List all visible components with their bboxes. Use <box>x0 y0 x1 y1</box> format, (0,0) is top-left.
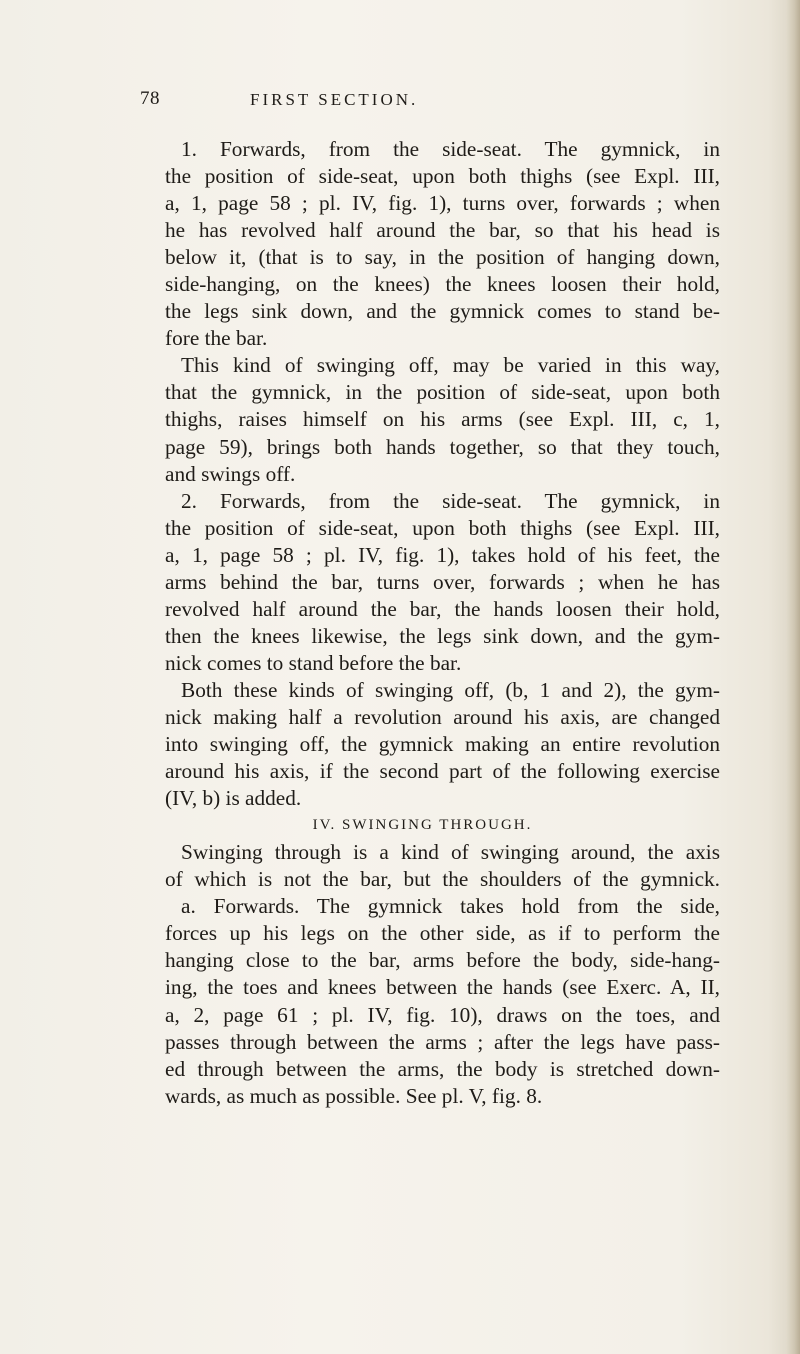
text-line: that the gymnick, in the position of side-seat, upon both <box>165 380 720 405</box>
text-line: thighs, raises himself on his arms (see Expl. III, c, 1, <box>165 407 720 432</box>
text-line: nick making half a revolution around his axis, are changed <box>165 704 720 729</box>
text-line: wards, as much as possible. See pl. V, fig. 8. <box>165 1083 543 1108</box>
page-header <box>140 88 720 118</box>
text-line: a. Forwards. The gymnick takes hold from the side, <box>181 894 720 919</box>
text-line: revolved half around the bar, the hands loosen their hold, <box>165 596 720 621</box>
text-line: 1. Forwards, from the side-seat. The gymnick, in <box>181 137 720 161</box>
text-line: a, 1, page 58 ; pl. IV, fig. 1), turns over, forwards ; when <box>165 191 720 216</box>
text-line: hanging close to the bar, arms before the body, side-hang- <box>165 948 720 973</box>
text-line: below it, (that is to say, in the position of hanging down, <box>165 245 720 270</box>
text-line: 2. Forwards, from the side-seat. The gymnick, in <box>181 488 720 513</box>
text-line: ing, the toes and knees between the hands (see Exerc. A, II, <box>165 975 720 1000</box>
text-line: he has revolved half around the bar, so that his head is <box>165 218 720 243</box>
running-head: FIRST SECTION. <box>250 90 419 109</box>
text-line: around his axis, if the second part of the following exercise <box>165 759 720 784</box>
text-line: ed through between the arms, the body is stretched down- <box>165 1056 720 1081</box>
text-line: fore the bar. <box>165 326 268 351</box>
section-heading: IV. SWINGING THROUGH. <box>312 817 533 834</box>
page-edge <box>786 0 800 1354</box>
text-line: of which is not the bar, but the shoulders of the gymnick. <box>165 867 720 892</box>
text-line: Swinging through is a kind of swinging around, the axis <box>181 840 720 865</box>
text-line: the position of side-seat, upon both thighs (see Expl. III, <box>165 515 720 540</box>
text-line: side-hanging, on the knees) the knees loosen their hold, <box>165 272 720 297</box>
text-line: arms behind the bar, turns over, forwards ; when he has <box>165 569 720 594</box>
text-line: the legs sink down, and the gymnick comes to stand be- <box>165 299 720 324</box>
text-line: then the knees likewise, the legs sink down, and the gym- <box>165 623 720 648</box>
text-line: page 59), brings both hands together, so that they touch, <box>165 434 720 459</box>
page-body <box>165 136 720 1110</box>
text-line: the position of side-seat, upon both thighs (see Expl. III, <box>165 164 720 189</box>
text-line: Both these kinds of swinging off, (b, 1 and 2), the gym- <box>181 677 720 702</box>
text-line: a, 1, page 58 ; pl. IV, fig. 1), takes hold of his feet, the <box>165 542 720 567</box>
text-line: and swings off. <box>165 461 296 486</box>
page-number: 78 <box>140 88 160 109</box>
text-line: (IV, b) is added. <box>165 786 302 811</box>
text-line: a, 2, page 61 ; pl. IV, fig. 10), draws on the toes, and <box>165 1002 720 1027</box>
text-line: This kind of swinging off, may be varied in this way, <box>181 353 720 378</box>
text-line: passes through between the arms ; after the legs have pass- <box>165 1029 720 1054</box>
text-line: forces up his legs on the other side, as if to perform the <box>165 921 720 946</box>
text-line: into swinging off, the gymnick making an entire revolution <box>165 732 720 757</box>
text-line: nick comes to stand before the bar. <box>165 650 462 675</box>
